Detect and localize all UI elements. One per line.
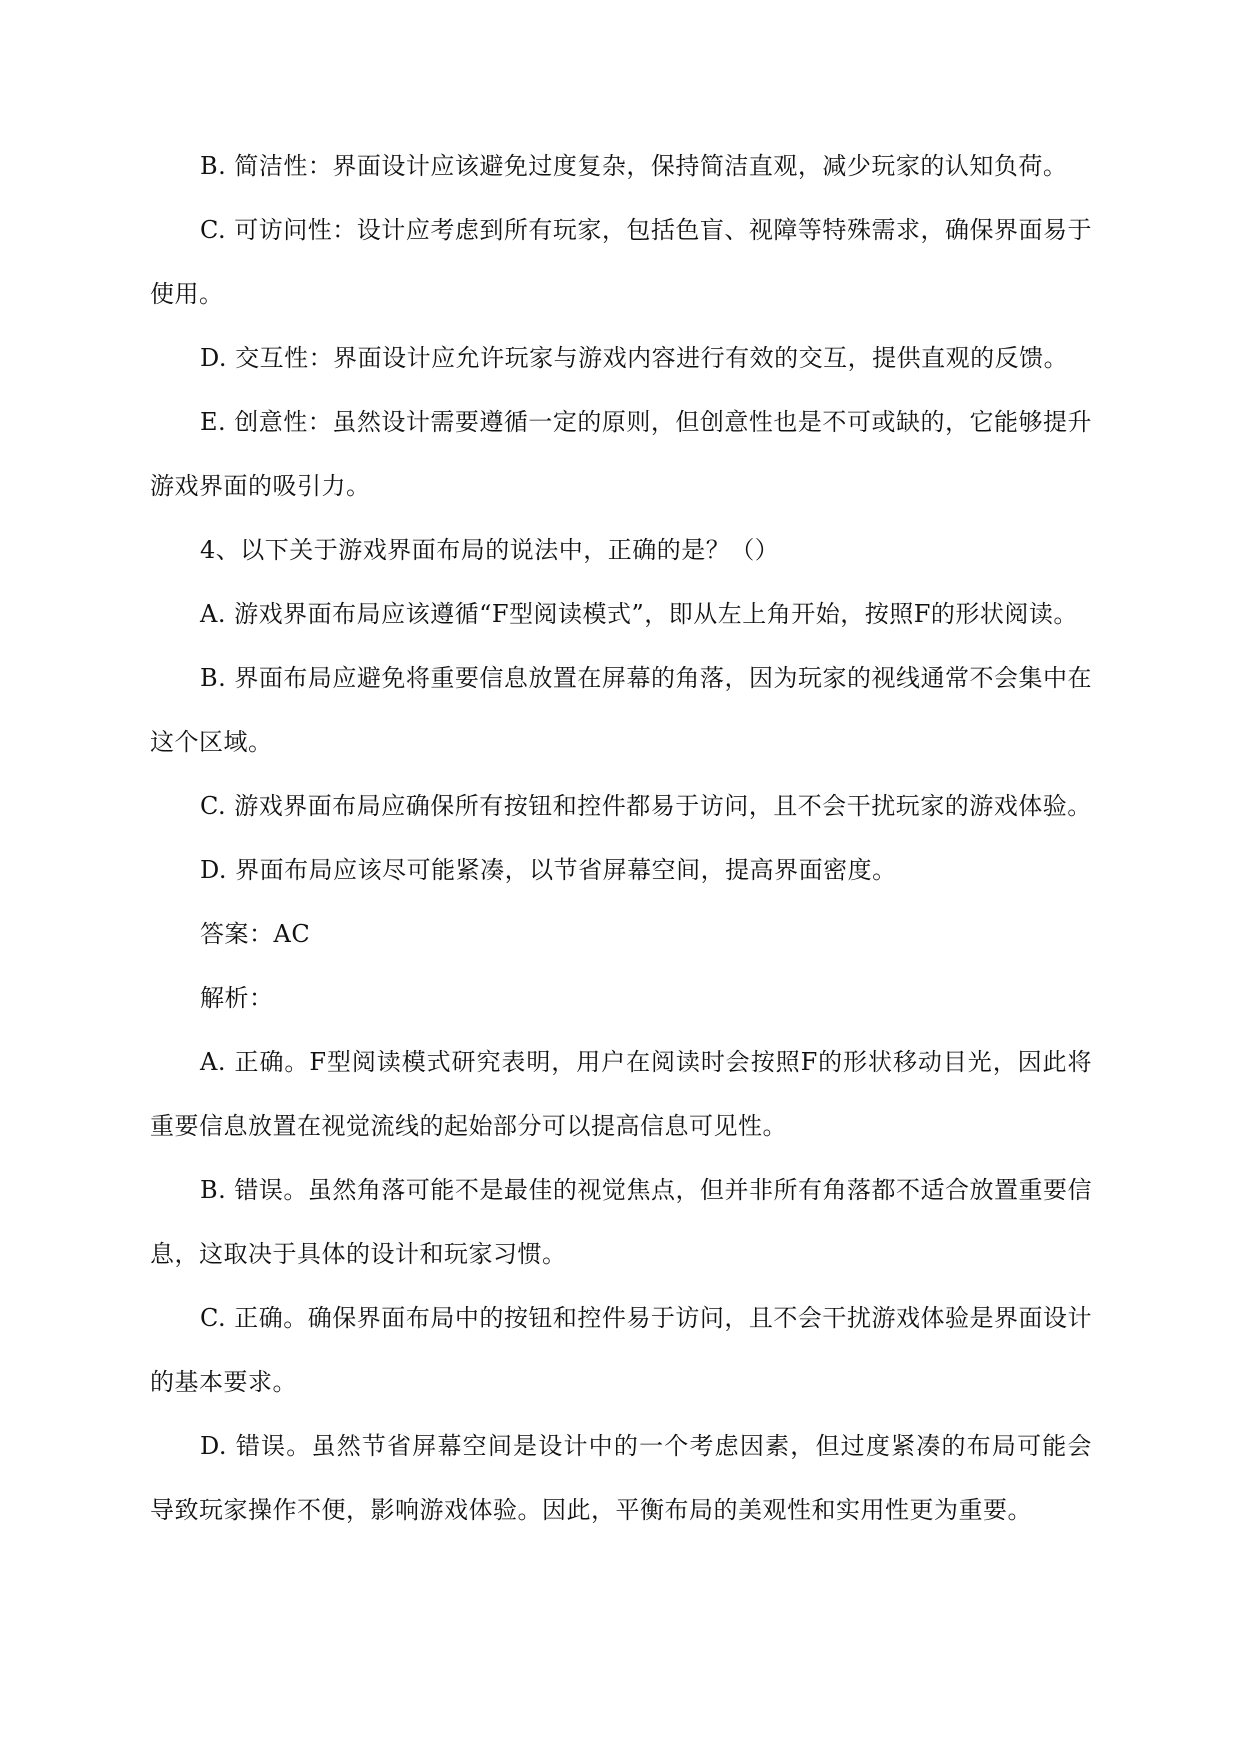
explanation-b: B. 错误。虽然角落可能不是最佳的视觉焦点，但并非所有角落都不适合放置重要信息，这取决于具体的设计和玩家习惯。 [150, 1176, 1092, 1268]
answer: 答案：AC [200, 920, 311, 948]
question-4-option-a: A. 游戏界面布局应该遵循“F型阅读模式”，即从左上角开始，按照F的形状阅读。 [200, 600, 1078, 628]
explanation-a: A. 正确。F型阅读模式研究表明，用户在阅读时会按照F的形状移动目光，因此将重要信息放置在视觉流线的起始部分可以提高信息可见性。 [150, 1048, 1092, 1140]
question-4: 4、以下关于游戏界面布局的说法中，正确的是？（） [200, 536, 780, 564]
question-4-option-c: C. 游戏界面布局应确保所有按钮和控件都易于访问，且不会干扰玩家的游戏体验。 [200, 792, 1092, 820]
document-page [150, 0, 1092, 1754]
option-d-interactivity: D. 交互性：界面设计应允许玩家与游戏内容进行有效的交互，提供直观的反馈。 [200, 344, 1069, 372]
explanation-d: D. 错误。虽然节省屏幕空间是设计中的一个考虑因素，但过度紧凑的布局可能会导致玩家操作不便，影响游戏体验。因此，平衡布局的美观性和实用性更为重要。 [150, 1432, 1092, 1524]
explanation-heading: 解析： [200, 984, 274, 1012]
question-4-option-b: B. 界面布局应避免将重要信息放置在屏幕的角落，因为玩家的视线通常不会集中在这个区域。 [150, 664, 1092, 756]
question-4-option-d: D. 界面布局应该尽可能紧凑，以节省屏幕空间，提高界面密度。 [200, 856, 897, 884]
option-b-simplicity: B. 简洁性：界面设计应该避免过度复杂，保持简洁直观，减少玩家的认知负荷。 [200, 152, 1068, 180]
explanation-c: C. 正确。确保界面布局中的按钮和控件易于访问，且不会干扰游戏体验是界面设计的基本要求。 [150, 1304, 1092, 1396]
option-c-accessibility: C. 可访问性：设计应考虑到所有玩家，包括色盲、视障等特殊需求，确保界面易于使用。 [150, 216, 1092, 308]
option-e-creativity: E. 创意性：虽然设计需要遵循一定的原则，但创意性也是不可或缺的，它能够提升游戏界面的吸引力。 [150, 408, 1092, 500]
